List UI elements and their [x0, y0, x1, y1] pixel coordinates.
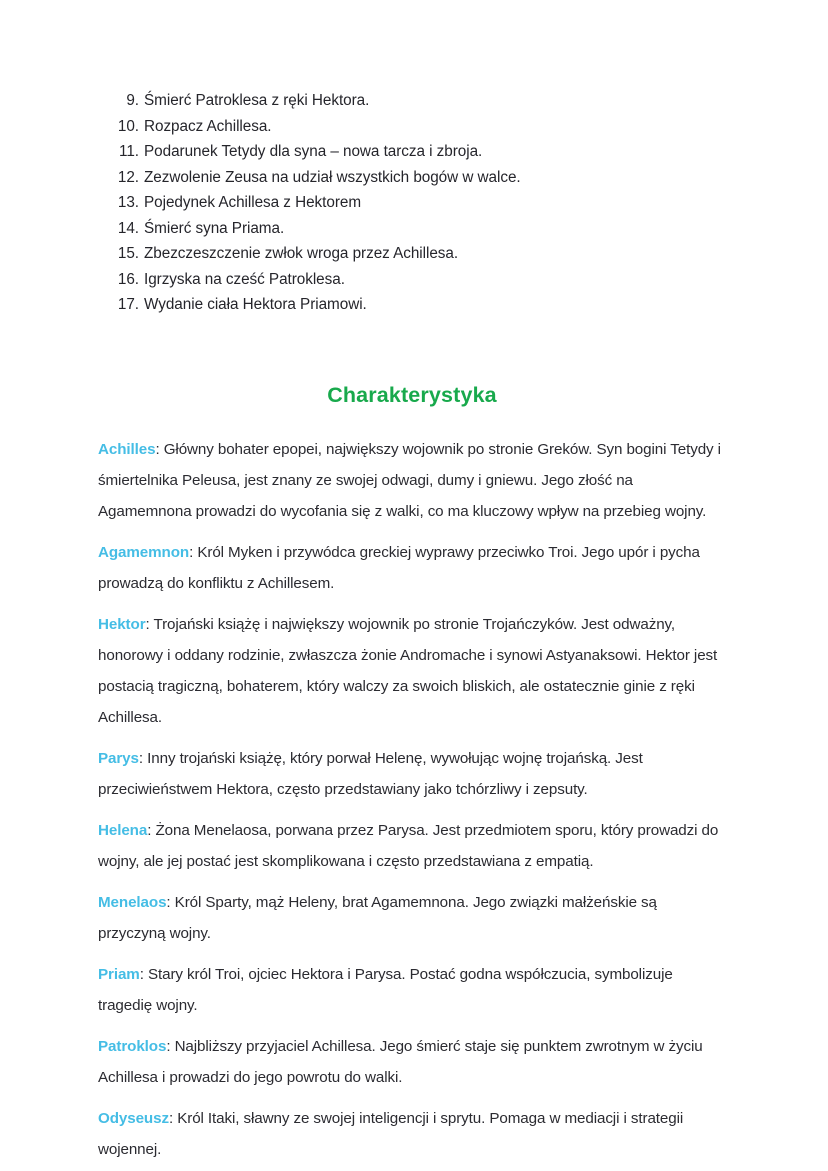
list-item: [98, 267, 726, 293]
character-name: Menelaos: [98, 893, 167, 911]
list-item-text: Zbezczeszczenie zwłok wroga przez Achillesa.: [144, 245, 459, 262]
character-entry: [98, 815, 726, 877]
character-separator: :: [145, 615, 154, 633]
list-item: [98, 114, 726, 140]
spacer: [98, 409, 726, 434]
list-item-number: 14.: [117, 219, 139, 237]
character-entry: [98, 1103, 726, 1165]
character-description: Żona Menelaosa, porwana przez Parysa. Jest przedmiotem sporu, który prowadzi do wojny, ale jej postać jest skomplikowana i często przedstawiana z empatią.: [98, 821, 719, 870]
list-item-number: 9.: [126, 92, 139, 109]
character-name: Hektor: [98, 615, 146, 633]
character-separator: :: [147, 821, 156, 839]
character-entry: [98, 887, 726, 949]
character-entry: [98, 609, 726, 733]
outline-list: [98, 88, 726, 318]
list-item-text: Śmierć syna Priama.: [144, 219, 285, 237]
character-separator: :: [155, 440, 164, 458]
list-item-number: 17.: [117, 296, 139, 313]
character-description: Inny trojański książę, który porwał Helenę, wywołując wojnę trojańską. Jest przeciwieństwem Hektora, często przedstawiany jako tchórzliwy i zepsuty.: [98, 749, 643, 798]
page-title: Charakterystyka: [327, 382, 497, 407]
character-separator: :: [166, 1037, 175, 1055]
list-item-text: Podarunek Tetydy dla syna – nowa tarcza i zbroja.: [144, 143, 483, 160]
character-entry: [98, 434, 726, 527]
list-item-text: Rozpacz Achillesa.: [144, 117, 272, 135]
list-item: [98, 292, 726, 318]
character-name: Patroklos: [98, 1037, 167, 1055]
character-name: Odyseusz: [98, 1109, 169, 1127]
list-item-text: Wydanie ciała Hektora Priamowi.: [144, 296, 367, 313]
character-description: Trojański książę i największy wojownik po stronie Trojańczyków. Jest odważny, honorowy i oddany rodzinie, zwłaszcza żonie Andromache i synowi Astyanaksowi. Hektor jest postacią tragiczną, bohaterem, który walczy za swoich bliskich, ale ostatecznie ginie z ręki Achillesa.: [98, 615, 718, 726]
character-description: Główny bohater epopei, największy wojownik po stronie Greków. Syn bogini Tetydy i śmiertelnika Peleusa, jest znany ze swojej odwagi, dumy i gniewu. Jego złość na Agamemnona prowadzi do wycofania się z walki, co ma kluczowy wpływ na przebieg wojny.: [98, 440, 721, 520]
character-description: Król Sparty, mąż Heleny, brat Agamemnona. Jego związki małżeńskie są przyczyną wojny.: [98, 893, 657, 942]
list-item-text: Zezwolenie Zeusa na udział wszystkich bogów w walce.: [144, 168, 521, 186]
list-item: [98, 88, 726, 114]
character-name: Achilles: [98, 440, 156, 458]
character-entry: [98, 1031, 726, 1093]
spacer: [98, 318, 726, 381]
character-name: Priam: [98, 965, 140, 983]
list-item: [98, 139, 726, 165]
list-item: [98, 190, 726, 216]
list-item-number: 10.: [117, 117, 139, 135]
list-item-text: Śmierć Patroklesa z ręki Hektora.: [144, 92, 370, 109]
list-item-text: Pojedynek Achillesa z Hektorem: [144, 194, 362, 211]
list-item: [98, 165, 726, 191]
character-entry: [98, 537, 726, 599]
list-item-number: 15.: [117, 245, 139, 262]
character-separator: :: [138, 749, 148, 767]
list-item-number: 11.: [119, 143, 139, 160]
character-separator: :: [168, 1109, 178, 1127]
list-item-number: 16.: [117, 270, 139, 288]
list-item-text: Igrzyska na cześć Patroklesa.: [144, 270, 345, 288]
character-name: Helena: [98, 821, 148, 839]
character-description: Stary król Troi, ojciec Hektora i Parysa. Postać godna współczucia, symbolizuje tragedię wojny.: [98, 965, 673, 1014]
character-name: Parys: [98, 749, 139, 767]
character-name: Agamemnon: [98, 543, 190, 561]
list-item-number: 13.: [117, 194, 139, 211]
character-description: Najbliższy przyjaciel Achillesa. Jego śmierć staje się punktem zwrotnym w życiu Achillesa i prowadzi do jego powrotu do walki.: [98, 1037, 703, 1086]
list-item-number: 12.: [117, 168, 139, 186]
character-description: Król Myken i przywódca greckiej wyprawy przeciwko Troi. Jego upór i pycha prowadzą do konfliktu z Achillesem.: [98, 543, 700, 592]
character-entry: [98, 743, 726, 805]
character-entry: [98, 959, 726, 1021]
character-description: Król Itaki, sławny ze swojej inteligencji i sprytu. Pomaga w mediacji i strategii wojennej.: [98, 1109, 684, 1158]
list-item: [98, 216, 726, 242]
document-content: [98, 88, 726, 1165]
character-separator: :: [166, 893, 175, 911]
character-separator: :: [189, 543, 198, 561]
character-separator: :: [139, 965, 148, 983]
list-item: [98, 241, 726, 267]
character-list: [98, 434, 726, 1165]
